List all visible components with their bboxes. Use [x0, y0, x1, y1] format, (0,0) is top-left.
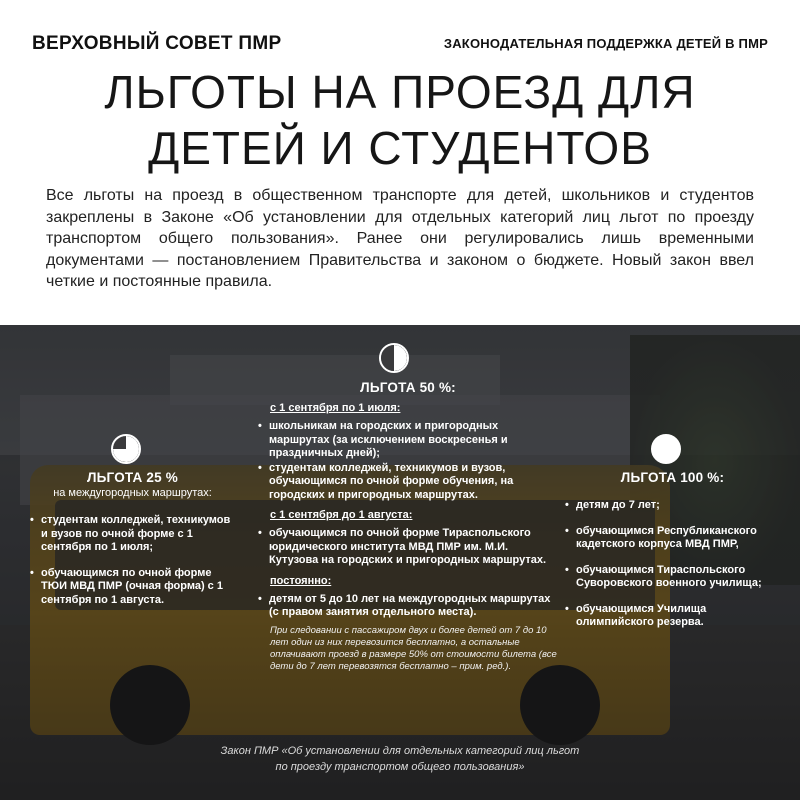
law-source-line-1: Закон ПМР «Об установлении для отдельных категорий лиц льгот — [220, 745, 580, 757]
list-item: • детям от 5 до 10 лет на междугородных маршрутах (с правом занятия отдельного места). — [258, 593, 558, 620]
list-item: • детям до 7 лет; — [565, 499, 780, 513]
list-item: • обучающимся по очной форме ТЮИ МВД ПМР (очная форма) с 1 сентября по 1 августа. — [30, 567, 235, 608]
benefit-25-subheading: на междугородных маршрутах: — [53, 487, 212, 499]
benefit-50-period-3: постоянно: — [270, 574, 332, 587]
list-item: • обучающимся Республиканского кадетского корпуса МВД ПМР, — [565, 525, 780, 552]
quarter-pie-unfilled — [113, 436, 126, 449]
benefit-50-note: При следовании с пассажиром двух и более детей от 7 до 10 лет один из них перевозится бесплатно, а остальные оплачивают проезд в размере 50% от стоимости билета (все дети до 7 лет перевозятся бесплатно – прим. ред.). — [270, 624, 557, 673]
full-pie-icon — [651, 434, 681, 464]
benefit-100-heading: ЛЬГОТА 100 %: — [620, 470, 725, 485]
benefit-50-period-2: с 1 сентября до 1 августа: — [270, 509, 413, 521]
list-item: • студентам колледжей, техникумов и вузов, обучающимся по очной форме обучения, на городских и пригородных маршрутах. — [258, 462, 558, 503]
law-source-caption — [0, 743, 800, 775]
list-item: • обучающимся Училища олимпийского резерва. — [565, 603, 780, 630]
benefit-50-list-1 — [258, 420, 558, 502]
benefit-100-column — [565, 470, 780, 630]
rubric-label: ЗАКОНОДАТЕЛЬНАЯ ПОДДЕРЖКА ДЕТЕЙ В ПМР — [443, 36, 768, 51]
half-pie-icon — [379, 343, 409, 373]
quarter-pie-icon — [111, 434, 141, 464]
benefit-25-list — [30, 514, 235, 607]
list-item: • школьникам на городских и пригородных маршрутах (за исключением воскресенья и праздничных дней); — [258, 420, 558, 461]
list-item: • обучающимся по очной форме Тираспольского юридического института МВД ПМР им. М.И. Кутузова на городских и пригородных маршрутах. — [258, 527, 558, 568]
page-title-line-1: ЛЬГОТЫ НА ПРОЕЗД ДЛЯ — [104, 66, 696, 118]
benefit-25-column — [30, 470, 235, 607]
benefit-50-list-2 — [258, 527, 558, 568]
page-title-line-2: ДЕТЕЙ И СТУДЕНТОВ — [148, 122, 652, 174]
benefit-50-heading: ЛЬГОТА 50 %: — [360, 380, 456, 395]
benefit-50-column — [258, 380, 558, 673]
list-item: • обучающимся Тираспольского Суворовского военного училища; — [565, 564, 780, 591]
page-title — [0, 64, 800, 176]
benefit-50-list-3 — [258, 593, 558, 620]
intro-paragraph: Все льготы на проезд в общественном транспорте для детей, школьников и студентов закреплены в Законе «Об установлении для отдельных категорий лиц льгот по проезду транспортом общего пользования». Ранее они регулировались лишь временными документами — постановлением Правительства и законом о бюджете. Новый закон ввел четкие и постоянные правила. — [46, 187, 754, 290]
law-source-line-2: по проезду транспортом общего пользования» — [275, 761, 525, 773]
list-item: • студентам колледжей, техникумов и вузов по очной форме с 1 сентября по 1 июля; — [30, 514, 235, 555]
benefit-100-list — [565, 499, 780, 630]
half-pie-filled — [394, 345, 407, 371]
org-name: ВЕРХОВНЫЙ СОВЕТ ПМР — [32, 33, 282, 54]
benefit-50-period-1: с 1 сентября по 1 июля: — [270, 402, 401, 414]
benefit-25-heading: ЛЬГОТА 25 % — [86, 470, 179, 485]
